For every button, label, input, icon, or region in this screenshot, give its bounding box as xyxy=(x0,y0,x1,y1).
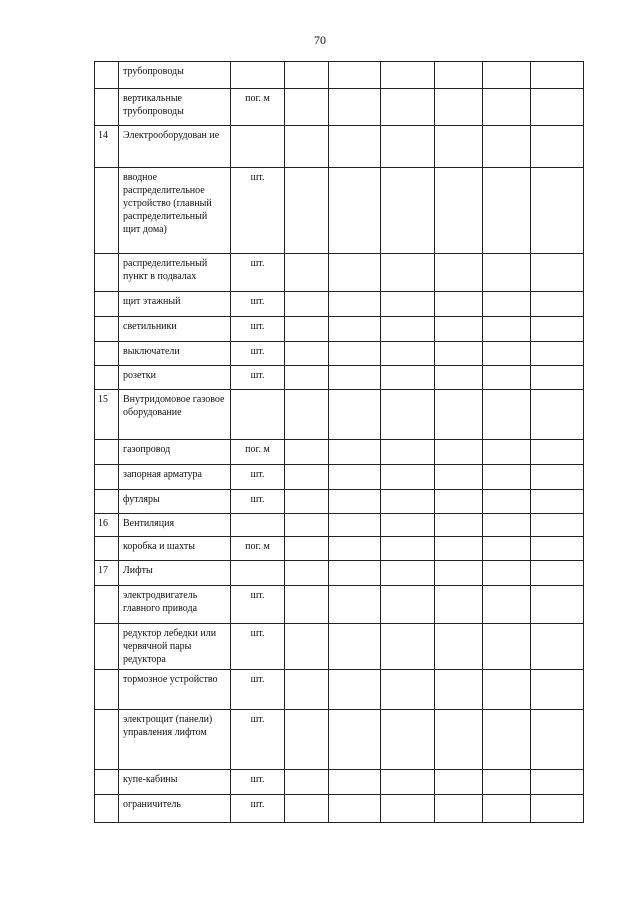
empty-cell xyxy=(285,317,329,342)
row-name-cell: выключатели xyxy=(119,342,231,366)
row-number-cell xyxy=(95,670,119,710)
empty-cell xyxy=(531,514,584,537)
table-row xyxy=(95,670,584,710)
empty-cell xyxy=(381,586,435,624)
empty-cell xyxy=(381,537,435,561)
empty-cell xyxy=(483,440,531,465)
empty-cell xyxy=(285,710,329,770)
row-unit-cell: шт. xyxy=(231,770,285,795)
empty-cell xyxy=(531,126,584,168)
table-row xyxy=(95,770,584,795)
row-name-cell: коробка и шахты xyxy=(119,537,231,561)
empty-cell xyxy=(435,670,483,710)
empty-cell xyxy=(531,292,584,317)
empty-cell xyxy=(285,342,329,366)
row-number-cell xyxy=(95,465,119,490)
empty-cell xyxy=(285,465,329,490)
row-name-cell: Электрооборудован ие xyxy=(119,126,231,168)
empty-cell xyxy=(285,561,329,586)
row-unit-cell: шт. xyxy=(231,254,285,292)
empty-cell xyxy=(435,514,483,537)
empty-cell xyxy=(435,440,483,465)
table-row xyxy=(95,561,584,586)
row-name-cell: электрощит (панели) управления лифтом xyxy=(119,710,231,770)
empty-cell xyxy=(329,561,381,586)
table-row xyxy=(95,342,584,366)
row-number-cell: 14 xyxy=(95,126,119,168)
empty-cell xyxy=(435,624,483,670)
empty-cell xyxy=(381,366,435,390)
row-name-cell: вводное распределительное устройство (главный распределительный щит дома) xyxy=(119,168,231,254)
empty-cell xyxy=(483,254,531,292)
row-name-cell: тормозное устройство xyxy=(119,670,231,710)
row-number-cell xyxy=(95,342,119,366)
empty-cell xyxy=(531,366,584,390)
row-number-cell xyxy=(95,168,119,254)
table-row xyxy=(95,795,584,823)
row-unit-cell: шт. xyxy=(231,366,285,390)
empty-cell xyxy=(381,254,435,292)
empty-cell xyxy=(483,89,531,126)
empty-cell xyxy=(483,317,531,342)
empty-cell xyxy=(381,770,435,795)
empty-cell xyxy=(329,317,381,342)
empty-cell xyxy=(531,561,584,586)
empty-cell xyxy=(381,561,435,586)
row-number-cell xyxy=(95,624,119,670)
table-row xyxy=(95,126,584,168)
empty-cell xyxy=(285,254,329,292)
row-unit-cell xyxy=(231,390,285,440)
empty-cell xyxy=(381,62,435,89)
row-number-cell xyxy=(95,89,119,126)
equipment-table xyxy=(94,61,584,823)
empty-cell xyxy=(381,168,435,254)
table-row xyxy=(95,317,584,342)
page-number: 70 xyxy=(314,33,326,47)
empty-cell xyxy=(435,168,483,254)
empty-cell xyxy=(435,795,483,823)
row-unit-cell: пог. м xyxy=(231,89,285,126)
row-name-cell: трубопроводы xyxy=(119,62,231,89)
empty-cell xyxy=(435,586,483,624)
row-name-cell: Лифты xyxy=(119,561,231,586)
empty-cell xyxy=(329,89,381,126)
row-number-cell: 16 xyxy=(95,514,119,537)
empty-cell xyxy=(329,126,381,168)
empty-cell xyxy=(483,586,531,624)
empty-cell xyxy=(531,89,584,126)
empty-cell xyxy=(483,795,531,823)
row-unit-cell xyxy=(231,561,285,586)
empty-cell xyxy=(285,366,329,390)
empty-cell xyxy=(329,168,381,254)
empty-cell xyxy=(483,168,531,254)
empty-cell xyxy=(329,586,381,624)
empty-cell xyxy=(285,390,329,440)
empty-cell xyxy=(435,465,483,490)
empty-cell xyxy=(285,670,329,710)
row-name-cell: электродвигатель главного привода xyxy=(119,586,231,624)
empty-cell xyxy=(435,89,483,126)
empty-cell xyxy=(531,342,584,366)
empty-cell xyxy=(483,342,531,366)
empty-cell xyxy=(381,390,435,440)
empty-cell xyxy=(531,710,584,770)
row-number-cell xyxy=(95,62,119,89)
empty-cell xyxy=(329,537,381,561)
row-unit-cell: пог. м xyxy=(231,537,285,561)
empty-cell xyxy=(531,770,584,795)
empty-cell xyxy=(483,366,531,390)
row-number-cell: 17 xyxy=(95,561,119,586)
row-name-cell: ограничитель xyxy=(119,795,231,823)
empty-cell xyxy=(435,62,483,89)
row-number-cell: 15 xyxy=(95,390,119,440)
empty-cell xyxy=(435,537,483,561)
empty-cell xyxy=(381,440,435,465)
table-row xyxy=(95,292,584,317)
empty-cell xyxy=(435,490,483,514)
empty-cell xyxy=(531,168,584,254)
table-row xyxy=(95,89,584,126)
table-row xyxy=(95,440,584,465)
empty-cell xyxy=(285,770,329,795)
empty-cell xyxy=(329,390,381,440)
empty-cell xyxy=(381,624,435,670)
row-unit-cell: шт. xyxy=(231,490,285,514)
row-unit-cell: шт. xyxy=(231,292,285,317)
empty-cell xyxy=(483,514,531,537)
row-unit-cell: шт. xyxy=(231,317,285,342)
empty-cell xyxy=(329,710,381,770)
empty-cell xyxy=(285,795,329,823)
row-name-cell: футляры xyxy=(119,490,231,514)
table-row xyxy=(95,624,584,670)
row-unit-cell: шт. xyxy=(231,710,285,770)
row-unit-cell: шт. xyxy=(231,586,285,624)
row-number-cell xyxy=(95,254,119,292)
empty-cell xyxy=(285,624,329,670)
empty-cell xyxy=(381,292,435,317)
empty-cell xyxy=(285,62,329,89)
row-name-cell: светильники xyxy=(119,317,231,342)
empty-cell xyxy=(381,514,435,537)
row-unit-cell: шт. xyxy=(231,670,285,710)
empty-cell xyxy=(435,342,483,366)
empty-cell xyxy=(329,795,381,823)
row-name-cell: газопровод xyxy=(119,440,231,465)
row-unit-cell xyxy=(231,62,285,89)
empty-cell xyxy=(531,440,584,465)
empty-cell xyxy=(329,254,381,292)
row-name-cell: купе-кабины xyxy=(119,770,231,795)
empty-cell xyxy=(483,390,531,440)
table-row xyxy=(95,537,584,561)
empty-cell xyxy=(435,561,483,586)
empty-cell xyxy=(435,390,483,440)
empty-cell xyxy=(329,770,381,795)
row-name-cell: редуктор лебедки или червячной пары редуктора xyxy=(119,624,231,670)
table-row xyxy=(95,390,584,440)
empty-cell xyxy=(381,795,435,823)
row-name-cell: запорная арматура xyxy=(119,465,231,490)
row-number-cell xyxy=(95,292,119,317)
empty-cell xyxy=(483,537,531,561)
empty-cell xyxy=(381,342,435,366)
empty-cell xyxy=(483,292,531,317)
empty-cell xyxy=(329,670,381,710)
empty-cell xyxy=(483,126,531,168)
table-row xyxy=(95,254,584,292)
row-number-cell xyxy=(95,795,119,823)
empty-cell xyxy=(531,624,584,670)
empty-cell xyxy=(483,490,531,514)
row-unit-cell: шт. xyxy=(231,465,285,490)
row-number-cell xyxy=(95,490,119,514)
empty-cell xyxy=(483,561,531,586)
row-number-cell xyxy=(95,317,119,342)
empty-cell xyxy=(285,168,329,254)
empty-cell xyxy=(435,254,483,292)
row-number-cell xyxy=(95,710,119,770)
row-name-cell: распределительный пункт в подвалах xyxy=(119,254,231,292)
row-unit-cell xyxy=(231,514,285,537)
row-unit-cell xyxy=(231,126,285,168)
row-number-cell xyxy=(95,586,119,624)
row-unit-cell: шт. xyxy=(231,795,285,823)
row-number-cell xyxy=(95,440,119,465)
row-unit-cell: шт. xyxy=(231,624,285,670)
empty-cell xyxy=(531,62,584,89)
empty-cell xyxy=(381,490,435,514)
empty-cell xyxy=(329,624,381,670)
table-row xyxy=(95,586,584,624)
table-row xyxy=(95,514,584,537)
empty-cell xyxy=(531,795,584,823)
empty-cell xyxy=(483,465,531,490)
empty-cell xyxy=(483,670,531,710)
empty-cell xyxy=(381,126,435,168)
empty-cell xyxy=(329,514,381,537)
empty-cell xyxy=(435,366,483,390)
row-name-cell: Внутридомовое газовое оборудование xyxy=(119,390,231,440)
empty-cell xyxy=(531,670,584,710)
empty-cell xyxy=(285,292,329,317)
row-name-cell: щит этажный xyxy=(119,292,231,317)
empty-cell xyxy=(285,126,329,168)
empty-cell xyxy=(381,670,435,710)
row-name-cell: вертикальные трубопроводы xyxy=(119,89,231,126)
row-number-cell xyxy=(95,366,119,390)
empty-cell xyxy=(483,770,531,795)
empty-cell xyxy=(285,490,329,514)
empty-cell xyxy=(435,292,483,317)
empty-cell xyxy=(435,317,483,342)
empty-cell xyxy=(435,126,483,168)
empty-cell xyxy=(531,465,584,490)
empty-cell xyxy=(483,624,531,670)
table-row xyxy=(95,465,584,490)
empty-cell xyxy=(329,62,381,89)
empty-cell xyxy=(531,390,584,440)
empty-cell xyxy=(531,490,584,514)
empty-cell xyxy=(285,89,329,126)
empty-cell xyxy=(531,254,584,292)
empty-cell xyxy=(381,465,435,490)
empty-cell xyxy=(285,514,329,537)
row-number-cell xyxy=(95,537,119,561)
table-row xyxy=(95,366,584,390)
empty-cell xyxy=(285,586,329,624)
row-unit-cell: пог. м xyxy=(231,440,285,465)
empty-cell xyxy=(329,490,381,514)
empty-cell xyxy=(285,440,329,465)
empty-cell xyxy=(435,710,483,770)
row-unit-cell: шт. xyxy=(231,342,285,366)
empty-cell xyxy=(329,366,381,390)
empty-cell xyxy=(329,292,381,317)
empty-cell xyxy=(483,62,531,89)
table-row xyxy=(95,62,584,89)
empty-cell xyxy=(435,770,483,795)
empty-cell xyxy=(483,710,531,770)
row-number-cell xyxy=(95,770,119,795)
empty-cell xyxy=(531,537,584,561)
empty-cell xyxy=(381,710,435,770)
empty-cell xyxy=(381,317,435,342)
empty-cell xyxy=(329,342,381,366)
empty-cell xyxy=(285,537,329,561)
table-row xyxy=(95,710,584,770)
row-unit-cell: шт. xyxy=(231,168,285,254)
empty-cell xyxy=(381,89,435,126)
empty-cell xyxy=(531,586,584,624)
row-name-cell: розетки xyxy=(119,366,231,390)
empty-cell xyxy=(329,465,381,490)
empty-cell xyxy=(531,317,584,342)
empty-cell xyxy=(329,440,381,465)
row-name-cell: Вентиляция xyxy=(119,514,231,537)
table-row xyxy=(95,490,584,514)
table-row xyxy=(95,168,584,254)
